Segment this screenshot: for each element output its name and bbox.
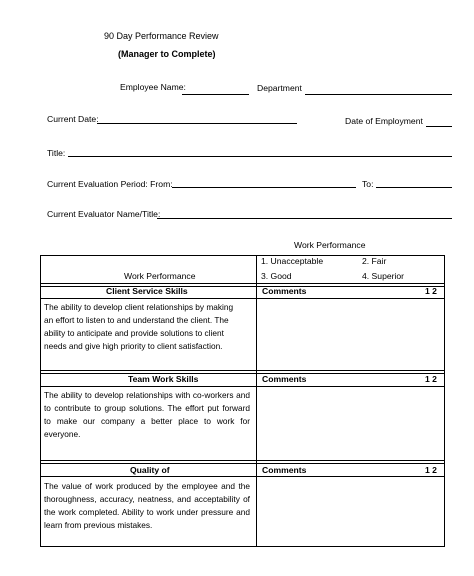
comments-box[interactable]: [258, 478, 443, 545]
score-columns: 1 2: [425, 374, 437, 384]
score-columns: 1 2: [425, 465, 437, 475]
comments-label: Comments: [262, 286, 307, 296]
rating-fair: 2. Fair: [362, 256, 387, 266]
date-of-employment-label: Date of Employment: [345, 116, 423, 126]
rating-good: 3. Good: [261, 271, 292, 281]
comments-label: Comments: [262, 374, 307, 384]
department-label: Department: [257, 83, 302, 93]
section-title-client-service: Client Service Skills: [106, 286, 188, 296]
evaluator-label: Current Evaluator Name/Title:: [47, 209, 161, 219]
rating-unacceptable: 1. Unacceptable: [261, 256, 324, 266]
section-title-team-work: Team Work Skills: [128, 374, 199, 384]
section-description: The value of work produced by the employee and the thoroughness, accuracy, neatness, and acceptability of the work completed. Ability to work under pressure and learn from previous mistakes.: [44, 481, 250, 530]
comments-label: Comments: [262, 465, 307, 475]
section-description: The ability to develop relationships with co-workers and to contribute to group solutions. The effort put forward to make our company a better place to work for everyone.: [44, 390, 250, 439]
employee-name-label: Employee Name:: [120, 82, 186, 92]
eval-period-to-label: To:: [362, 179, 374, 189]
rating-superior: 4. Superior: [362, 271, 405, 281]
table-caption: Work Performance: [294, 240, 366, 250]
score-columns: 1 2: [425, 286, 437, 296]
comments-box[interactable]: [258, 388, 443, 460]
current-date-label: Current Date:: [47, 114, 99, 124]
title-label: Title:: [47, 148, 66, 158]
comments-box[interactable]: [258, 300, 443, 370]
page-subtitle: (Manager to Complete): [118, 49, 216, 59]
section-description: The ability to develop client relationships by making an effort to listen to and understand the client. The ability to anticipate and provide solutions to client needs and give high priority to client satisfaction.: [44, 302, 234, 351]
section-title-quality: Quality of: [130, 465, 170, 475]
eval-period-label: Current Evaluation Period: From:: [47, 179, 173, 189]
work-performance-header: Work Performance: [124, 271, 196, 281]
page-title: 90 Day Performance Review: [104, 31, 219, 41]
